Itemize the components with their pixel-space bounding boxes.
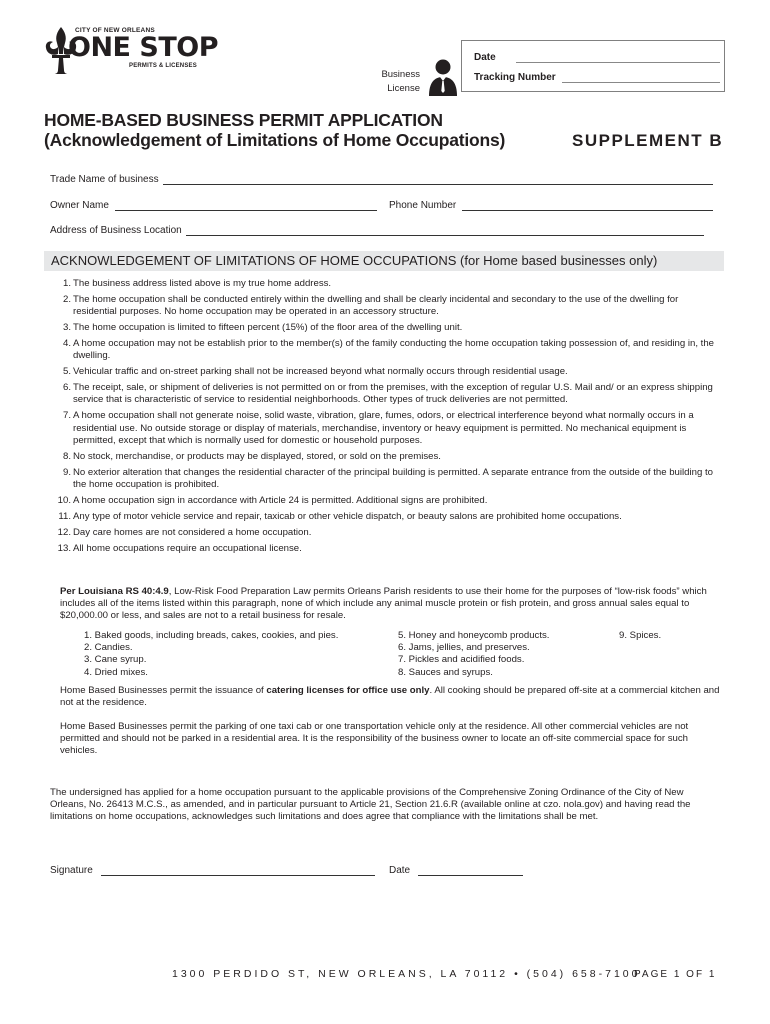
address-row — [50, 225, 704, 236]
date-label: Date — [474, 52, 496, 63]
limitation-text: The receipt, sale, or shipment of deliveries is not permitted on or from the premises, with the exception of regular U.S. Mail and/ or an express shipping service that is characteristic of service to residential neighborhoods. Other types of truck deliveries are not permitted. — [73, 382, 713, 406]
undersigned-paragraph: The undersigned has applied for a home occupation pursuant to the applicable provisions of the Comprehensive Zoning Ordinance of the City of New Orleans, No. 26413 M.C.S., as amended, and in particular pursuant to Article 21, Section 21.6.R (available online at czo. nola.gov) and having read the limitations on home occupations, acknowledges such limitations and does agree that compliance with the limitations shall be met. — [50, 787, 691, 823]
limitation-item — [57, 495, 721, 507]
limitation-text: All home occupations require an occupational license. — [73, 543, 302, 555]
limitation-text: Any type of motor vehicle service and repair, taxicab or other vehicle dispatch, or beauty salons are prohibited home occupations. — [73, 511, 622, 523]
limitation-number: 10. — [57, 495, 71, 507]
limitation-number: 8. — [62, 450, 71, 462]
food-item: 4. Dried mixes. — [84, 666, 148, 678]
trade-name-field[interactable] — [163, 174, 713, 185]
logo-main-text: ONE STOP — [68, 32, 218, 63]
limitation-item — [57, 278, 721, 290]
signature-date-field[interactable] — [418, 865, 523, 876]
tracking-number-field[interactable] — [562, 73, 720, 83]
signature-date-row — [389, 865, 523, 876]
limitation-item — [57, 467, 721, 491]
rs-paragraph — [60, 586, 720, 623]
limitation-item — [57, 543, 721, 555]
one-stop-logo — [44, 26, 219, 78]
catering-bold: catering licenses for office use only — [266, 685, 430, 696]
limitation-number: 9. — [62, 466, 71, 478]
food-item: 9. Spices. — [619, 630, 662, 641]
limitation-text: Day care homes are not considered a home occupation. — [73, 527, 312, 539]
limitation-number: 5. — [62, 366, 71, 378]
tracking-row — [474, 72, 720, 83]
limitation-number: 1. — [62, 277, 71, 289]
address-label: Address of Business Location — [50, 225, 182, 236]
signature-row — [50, 865, 375, 876]
limitation-number: 4. — [62, 338, 71, 349]
business-license-line2: License — [387, 83, 420, 94]
limitation-text: A home occupation sign in accordance with Article 24 is permitted. Additional signs are prohibited. — [73, 495, 488, 507]
limitation-item — [57, 451, 721, 463]
phone-number-row — [389, 200, 713, 211]
acknowledgement-heading: ACKNOWLEDGEMENT OF LIMITATIONS OF HOME OCCUPATIONS (for Home based businesses only) — [44, 251, 724, 271]
food-item: 1. Baked goods, including breads, cakes, cookies, and pies. — [84, 630, 339, 641]
limitations-list — [57, 274, 721, 555]
office-use-box — [461, 40, 725, 92]
limitation-number: 11. — [58, 511, 71, 523]
rs-bold: Per Louisiana RS 40:4.9 — [60, 586, 169, 597]
signature-label: Signature — [50, 865, 93, 876]
page-number: PAGE 1 OF 1 — [634, 969, 717, 980]
tracking-number-label: Tracking Number — [474, 72, 556, 83]
limitation-number: 3. — [62, 322, 71, 333]
limitation-text: The home occupation is limited to fifteen percent (15%) of the floor area of the dwelling unit. — [73, 322, 463, 333]
signature-date-label: Date — [389, 865, 411, 876]
foods-column-1 — [84, 630, 338, 679]
catering-paragraph — [60, 685, 720, 709]
limitation-text: A home occupation shall not generate noise, solid waste, vibration, glare, fumes, odors, or electrical interference beyond what normally occurs in a residential use. No outside storage or display of materials, merchandise, inventory or heavy equipment is permitted. No mechanical equipment is permitted, except that which is normally used for domestic or household purposes. — [73, 410, 694, 446]
limitation-item — [57, 366, 721, 378]
signature-field[interactable] — [101, 865, 375, 876]
business-person-icon — [428, 58, 458, 96]
date-field[interactable] — [516, 53, 720, 63]
page-title: HOME-BASED BUSINESS PERMIT APPLICATION — [44, 110, 443, 130]
food-item: 5. Honey and honeycomb products. — [398, 630, 550, 641]
date-row — [474, 52, 720, 63]
address-field[interactable] — [186, 225, 704, 236]
trade-name-row — [50, 174, 713, 185]
page-subtitle: (Acknowledgement of Limitations of Home Occupations) — [44, 130, 506, 150]
limitation-number: 6. — [62, 382, 71, 394]
business-license-line1: Business — [381, 69, 420, 80]
limitation-item — [57, 511, 721, 523]
limitation-text: The business address listed above is my true home address. — [73, 277, 332, 289]
food-item: 7. Pickles and acidified foods. — [398, 654, 525, 666]
limitation-item — [57, 294, 721, 318]
business-license-label — [360, 68, 420, 96]
trade-name-label: Trade Name of business — [50, 174, 159, 185]
limitation-item — [57, 338, 721, 362]
limitation-item — [57, 382, 721, 406]
food-item: 6. Jams, jellies, and preserves. — [398, 642, 530, 654]
logo-sub-text: PERMITS & LICENSES — [129, 63, 197, 69]
logo-city-text: CITY OF NEW ORLEANS — [75, 27, 155, 34]
foods-column-2 — [398, 630, 549, 679]
phone-number-label: Phone Number — [389, 200, 457, 211]
food-item: 3. Cane syrup. — [84, 654, 147, 666]
food-item: 2. Candies. — [84, 642, 133, 654]
catering-post: . All cooking should be prepared off-site at a commercial kitchen and not at the residence. — [60, 685, 720, 709]
supplement-label: SUPPLEMENT B — [572, 131, 724, 150]
limitation-number: 13. — [57, 543, 71, 555]
limitation-item — [57, 527, 721, 539]
owner-name-row — [50, 200, 377, 211]
limitation-text: Vehicular traffic and on-street parking shall not be increased beyond what normally occurs through residential usage. — [73, 366, 568, 378]
limitation-number: 12. — [57, 527, 71, 539]
limitation-item — [57, 410, 721, 447]
limitation-item — [57, 322, 721, 334]
footer-address: 1300 PERDIDO ST, NEW ORLEANS, LA 70112 • (504) 658-7100 — [172, 968, 641, 980]
limitation-text: No exterior alteration that changes the residential character of the principal building is permitted. A separate entrance from the outside of the building to the home occupation is prohibited. — [73, 466, 713, 491]
limitation-text: A home occupation may not be establish prior to the member(s) of the family conducting the home occupation taking possession of, and residing in, the dwelling. — [73, 338, 715, 362]
rs-text: , Low-Risk Food Preparation Law permits Orleans Parish residents to use their home for the purposes of “low-risk foods” which includes all of the items listed within this paragraph, none of which include any animal muscle protein or fish protein, and gross annual sales equal to $20,000.00 or less, and sales are not to a retail business for resale. — [60, 586, 707, 622]
limitation-number: 2. — [62, 293, 71, 305]
limitation-number: 7. — [62, 410, 71, 422]
owner-name-field[interactable] — [115, 200, 377, 211]
food-item: 8. Sauces and syrups. — [398, 666, 493, 678]
parking-paragraph: Home Based Businesses permit the parking of one taxi cab or one transportation vehicle only at the residence. All other commercial vehicles are not permitted and should not be parked in a residential area. It is the responsibility of the business owner to locate an off-site commercial space for such vehicles. — [60, 721, 689, 757]
limitation-text: The home occupation shall be conducted entirely within the dwelling and shall be clearly incidental and secondary to the use of the dwelling for residential purposes. No home occupation may be operated in an accessory structure. — [73, 293, 679, 317]
limitation-text: No stock, merchandise, or products may be displayed, stored, or sold on the premises. — [73, 450, 441, 462]
phone-number-field[interactable] — [462, 200, 713, 211]
owner-name-label: Owner Name — [50, 200, 109, 211]
catering-pre: Home Based Businesses permit the issuance of — [60, 685, 267, 696]
foods-column-3 — [619, 630, 661, 642]
